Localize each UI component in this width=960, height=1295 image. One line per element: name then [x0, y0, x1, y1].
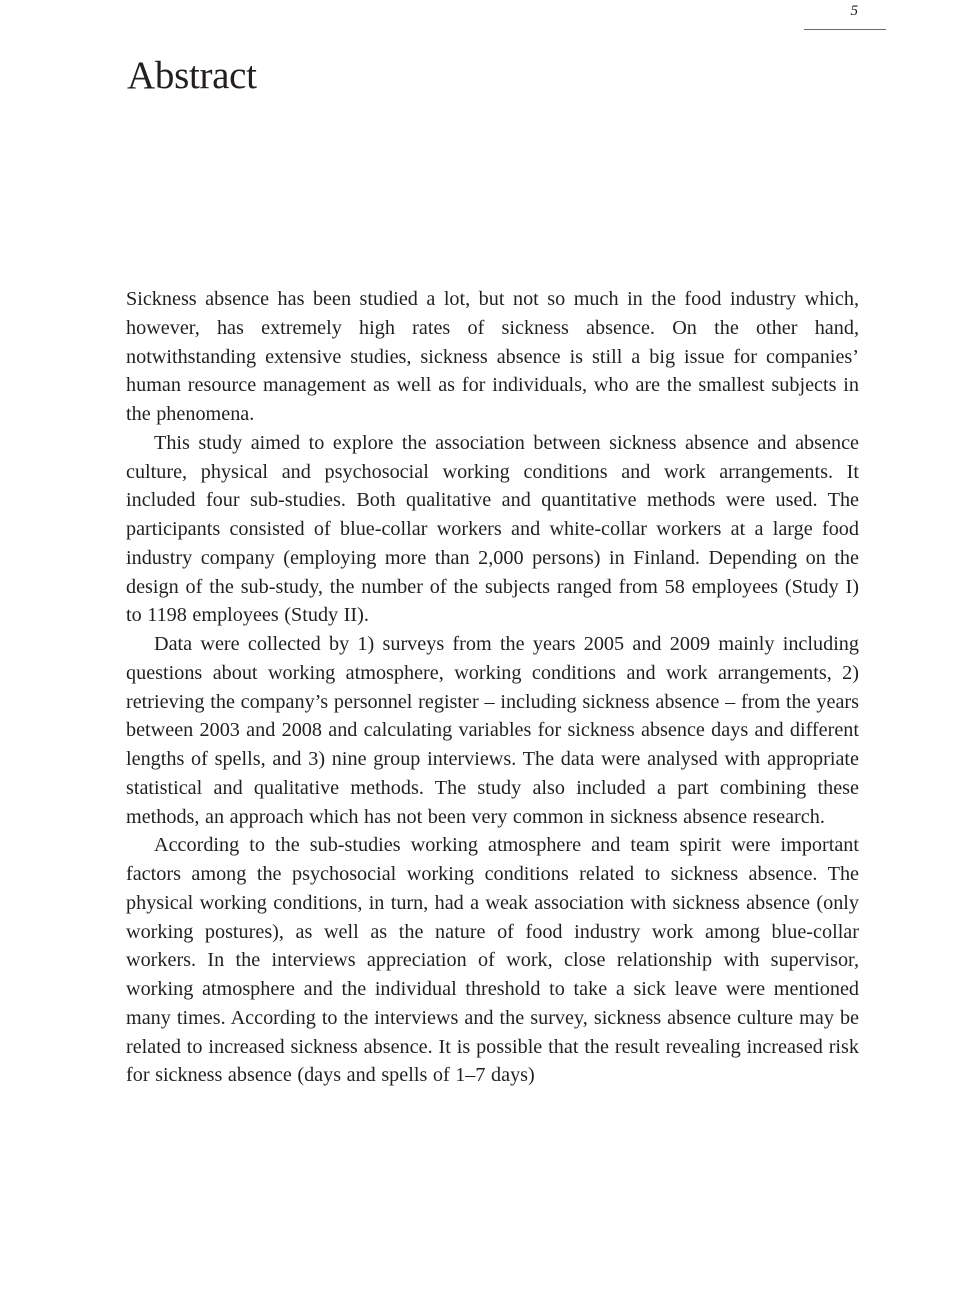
page-number: 5	[850, 3, 858, 19]
abstract-paragraph-2: This study aimed to explore the association between sickness absence and absence culture, physical and psychosocial working conditions and work arrangements. It included four sub-studies. Both qualitative and quantitative methods were used. The participants consisted of blue-collar workers and white-collar workers at a large food industry company (employing more than 2,000 persons) in Finland. Depending on the design of the sub-study, the number of the subjects ranged from 58 employees (Study I) to 1198 employees (Study II).	[126, 431, 859, 627]
abstract-body	[126, 285, 859, 1090]
chapter-title: Abstract	[127, 54, 257, 97]
abstract-paragraph-1: Sickness absence has been studied a lot, but not so much in the food industry which, however, has extremely high rates of sickness absence. On the other hand, notwithstanding extensive studies, sickness absence is still a big issue for companies’ human resource management as well as for individuals, who are the smallest subjects in the phenomena.	[126, 288, 859, 425]
page-number-rule	[804, 29, 886, 30]
abstract-paragraph-3: Data were collected by 1) surveys from the years 2005 and 2009 mainly including questions about working atmosphere, working conditions and work arrangements, 2) retrieving the company’s personnel register – including sickness absence – from the years between 2003 and 2008 and calculating variables for sickness absence days and different lengths of spells, and 3) nine group interviews. The data were analysed with appropriate statistical and qualitative methods. The study also included a part combining these methods, an approach which has not been very common in sickness absence research.	[126, 633, 859, 828]
abstract-paragraph-4: According to the sub-studies working atmosphere and team spirit were important factors among the psychosocial working conditions related to sickness absence. The physical working conditions, in turn, had a weak association with sickness absence (only working postures), as well as the nature of food industry work among blue-collar workers. In the interviews appreciation of work, close relationship with supervisor, working atmosphere and the individual threshold to take a sick leave were mentioned many times. According to the interviews and the survey, sickness absence culture may be related to increased sickness absence. It is possible that the result revealing increased risk for sickness absence (days and spells of 1–7 days)	[126, 834, 859, 1087]
